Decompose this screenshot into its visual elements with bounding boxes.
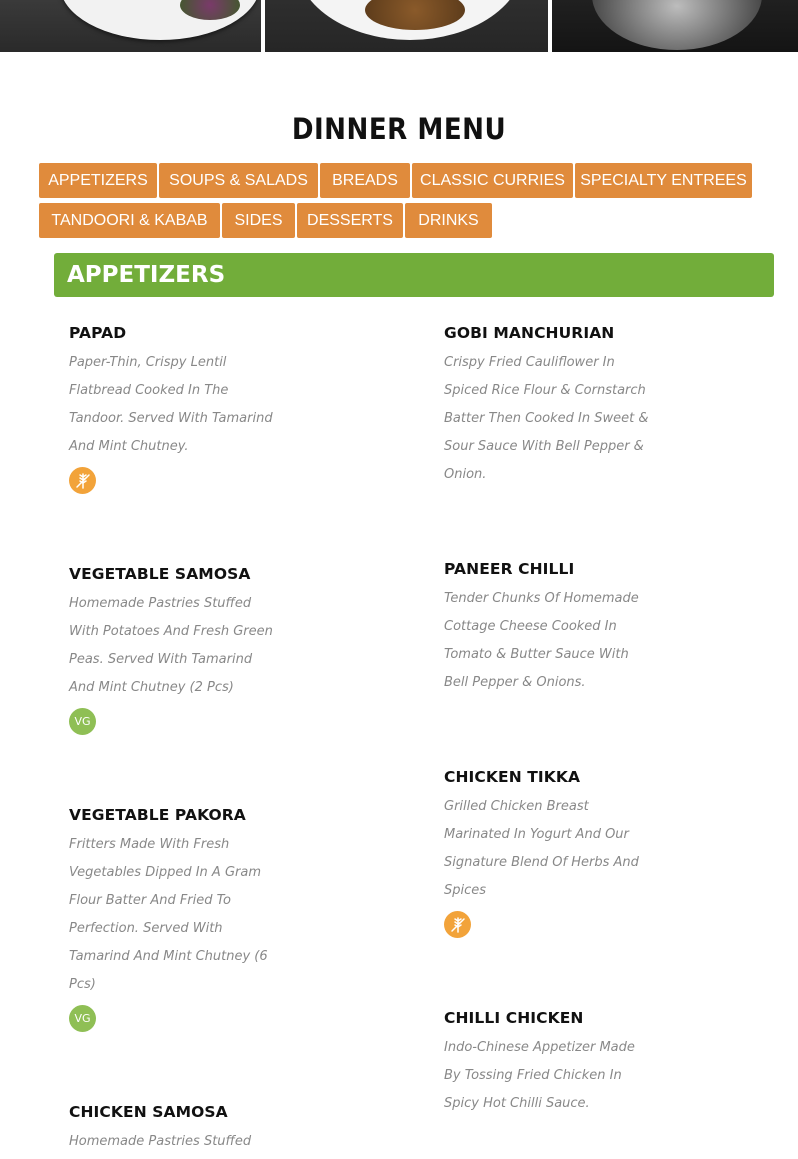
gluten-free-icon — [444, 911, 471, 938]
menu-item-name: CHICKEN TIKKA — [444, 768, 581, 786]
menu-item-description: Fritters Made With Fresh Vegetables Dipped In A Gram Flour Batter And Fried To Perfection. Served With Tamarind And Mint Chutney (6 Pcs) — [69, 837, 268, 992]
menu-item — [444, 1008, 659, 1118]
food-photo-bowl — [552, 0, 798, 52]
tab-desserts[interactable]: DESSERTS — [297, 203, 403, 238]
menu-item-description: Crispy Fried Cauliflower In Spiced Rice Flour & Cornstarch Batter Then Cooked In Sweet & Sour Sauce With Bell Pepper & Onion. — [444, 355, 649, 482]
menu-item — [444, 767, 659, 938]
menu-item-description: Tender Chunks Of Homemade Cottage Cheese Cooked In Tomato & Butter Sauce With Bell Pepper & Onions. — [444, 591, 639, 690]
tab-appetizers[interactable]: APPETIZERS — [39, 163, 157, 198]
menu-item — [69, 564, 284, 735]
tab-soups-salads[interactable]: SOUPS & SALADS — [159, 163, 318, 198]
menu-item — [69, 805, 284, 1032]
menu-item-name: GOBI MANCHURIAN — [444, 324, 615, 342]
food-photo-entree — [265, 0, 548, 52]
vegan-badge: VG — [69, 708, 96, 735]
menu-item-name: PANEER CHILLI — [444, 560, 575, 578]
menu-item — [69, 323, 284, 494]
tab-specialty-entrees[interactable]: SPECIALTY ENTREES — [575, 163, 752, 198]
menu-item-description: Paper-Thin, Crispy Lentil Flatbread Cooked In The Tandoor. Served With Tamarind And Mint Chutney. — [69, 355, 273, 454]
menu-item-description: Grilled Chicken Breast Marinated In Yogurt And Our Signature Blend Of Herbs And Spices — [444, 799, 639, 898]
menu-item-description: Homemade Pastries Stuffed — [69, 1134, 252, 1149]
vegan-badge: VG — [69, 1005, 96, 1032]
menu-item-name: VEGETABLE SAMOSA — [69, 565, 251, 583]
menu-item-description: Homemade Pastries Stuffed With Potatoes And Fresh Green Peas. Served With Tamarind And Mint Chutney (2 Pcs) — [69, 596, 273, 695]
tab-tandoori-kabab[interactable]: TANDOORI & KABAB — [39, 203, 220, 238]
page-title: DINNER MENU — [291, 112, 507, 146]
tab-breads[interactable]: BREADS — [320, 163, 410, 198]
section-header-appetizers: APPETIZERS — [54, 253, 774, 297]
tab-sides[interactable]: SIDES — [222, 203, 295, 238]
menu-item — [444, 559, 659, 697]
tab-classic-curries[interactable]: CLASSIC CURRIES — [412, 163, 573, 198]
menu-item-name: PAPAD — [69, 324, 127, 342]
menu-item-name: CHICKEN SAMOSA — [69, 1103, 228, 1121]
gluten-free-icon — [69, 467, 96, 494]
menu-item — [69, 1102, 284, 1156]
food-photo-salad — [0, 0, 261, 52]
menu-item-name: CHILLI CHICKEN — [444, 1009, 584, 1027]
hero-photo-strip — [0, 0, 798, 52]
tab-drinks[interactable]: DRINKS — [405, 203, 492, 238]
menu-item — [444, 323, 659, 489]
menu-item-description: Indo-Chinese Appetizer Made By Tossing Fried Chicken In Spicy Hot Chilli Sauce. — [444, 1040, 635, 1111]
menu-item-name: VEGETABLE PAKORA — [69, 806, 246, 824]
